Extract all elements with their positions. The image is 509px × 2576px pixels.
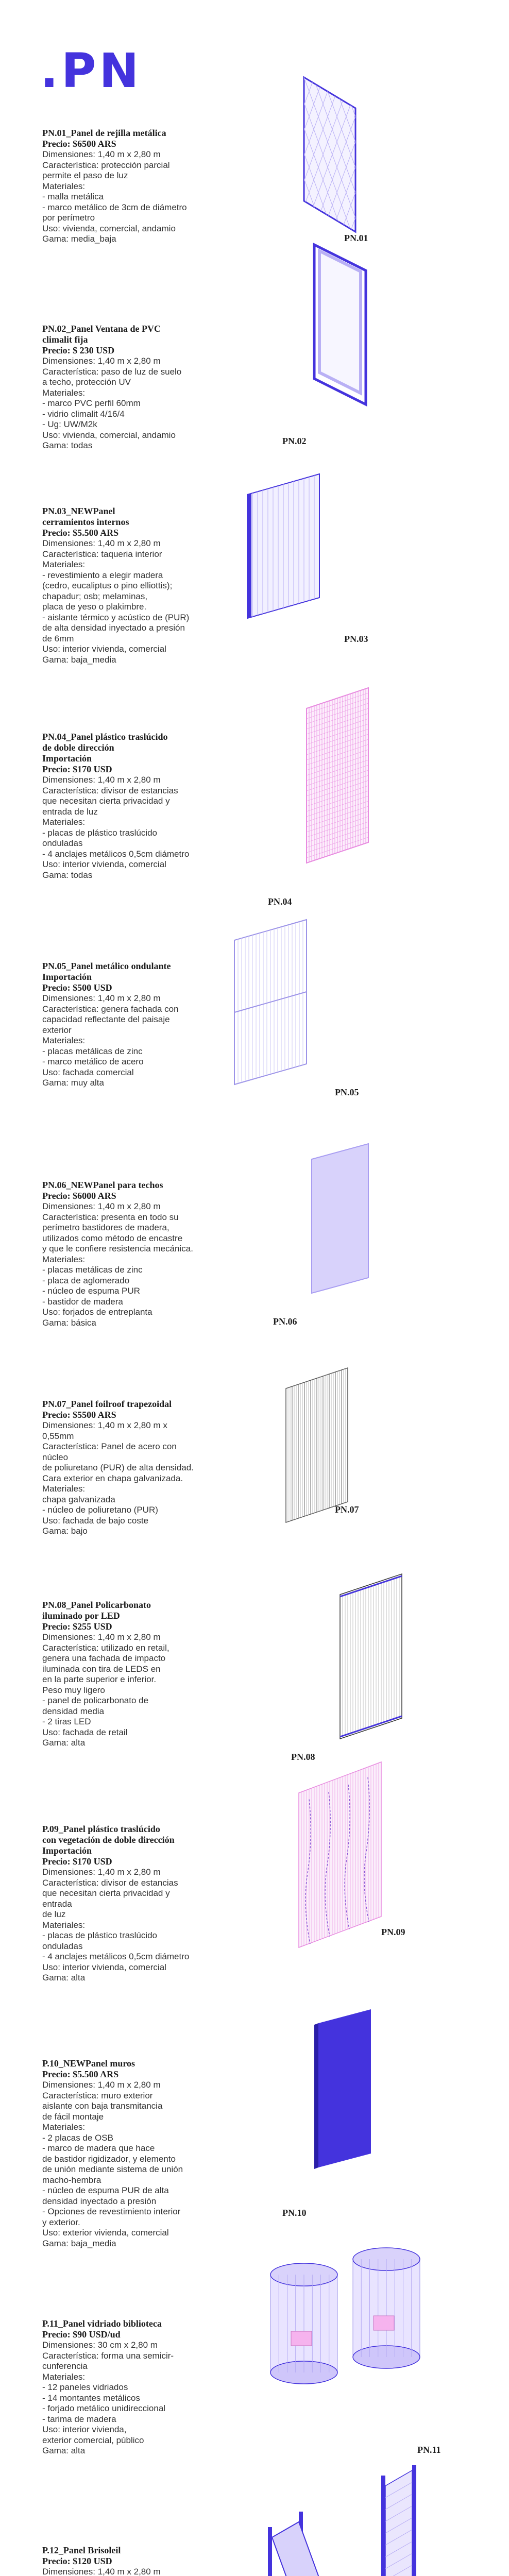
panel-spec-line: Uso: fachada comercial: [42, 1067, 134, 1077]
panel-description: [42, 2545, 197, 2576]
panel-title: climalit fija: [42, 334, 88, 345]
panel-spec-line: - bastidor de madera: [42, 1296, 123, 1307]
panel-spec-line: Materiales:: [42, 1254, 86, 1264]
panel-illustration: [263, 2465, 433, 2576]
panel-code-label: PN.04: [268, 896, 292, 907]
panel-spec-line: - Opciones de revestimiento interior: [42, 2207, 181, 2216]
panel-code-label: PN.05: [335, 1087, 359, 1097]
panel-spec-line: Gama: media_baja: [42, 234, 116, 244]
panel-spec-line: Dimensiones: 1,40 m x 2,80 m: [42, 2080, 161, 2090]
panel-description: [42, 1399, 197, 1537]
panel-spec-line: y que le confiere resistencia mecánica.: [42, 1244, 193, 1253]
panel-title: Importación: [42, 753, 92, 764]
panel-spec-line: iluminada con tira de LEDS en: [42, 1664, 161, 1674]
panel-spec-line: permite el paso de luz: [42, 171, 128, 180]
panel-spec-line: utilizados como método de encastre: [42, 1233, 183, 1243]
brisoleil-panel: [268, 2465, 416, 2576]
panel-spec-line: que necesitan cierta privacidad y: [42, 796, 170, 806]
panel-spec-line: de unión mediante sistema de unión: [42, 2164, 183, 2174]
panel-price: Precio: $90 USD/ud: [42, 2329, 121, 2340]
panel-spec-line: aislante con baja transmitancia: [42, 2101, 163, 2111]
panel-code-label: PN.08: [291, 1752, 315, 1762]
glazed-library-module: [270, 2248, 420, 2384]
panel-spec-line: Característica: forma una semicir-: [42, 2350, 174, 2361]
panel-spec-line: Característica: muro exterior: [42, 2090, 153, 2100]
panel-spec-line: exterior comercial, público: [42, 2435, 144, 2445]
panel-spec-line: - Ug: UW/M2k: [42, 419, 97, 429]
panel-spec-line: - marco de madera que hace: [42, 2143, 155, 2153]
panel-spec-line: placa de yeso o plakimbre.: [42, 602, 147, 612]
panel-spec-line: - placas de plástico traslúcido onduladas: [42, 1930, 158, 1951]
panel-spec-line: entrada de luz: [42, 806, 98, 817]
panel-spec-line: Gama: muy alta: [42, 1078, 104, 1088]
panel-description: [42, 1180, 197, 1328]
panel-spec-line: Dimensiones: 1,40 m x 2,80 m x 0,55mm: [42, 1420, 167, 1441]
panel-spec-line: - núcleo de espuma PUR: [42, 1286, 140, 1296]
panel-spec-line: - aislante térmico y acústico de (PUR): [42, 612, 190, 622]
panel-code-label: PN.03: [344, 634, 368, 644]
panel-title: P.09_Panel plástico traslúcido: [42, 1824, 160, 1834]
panel-spec-line: Uso: interior vivienda, comercial: [42, 1962, 166, 1972]
panel-illustration: [294, 1762, 448, 1958]
panel-spec-line: - malla metálica: [42, 192, 104, 201]
panel-spec-line: Característica: utilizado en retail,: [42, 1642, 169, 1653]
panel-description: [42, 2318, 197, 2456]
mesh-panel: [193, 77, 509, 232]
panel-spec-line: Uso: vivienda, comercial, andamio: [42, 223, 176, 233]
panel-spec-line: Dimensiones: 1,40 m x 2,80 m: [42, 1867, 161, 1877]
panel-spec-line: Uso: exterior vivienda, comercial: [42, 2228, 169, 2238]
panel-title: P.10_NEWPanel muros: [42, 2058, 135, 2069]
panel-illustration: [281, 1368, 425, 1543]
panel-spec-line: (cedro, eucaliptus o pino elliottis);: [42, 581, 173, 590]
panel-spec-line: Gama: baja_media: [42, 654, 116, 665]
panel-spec-line: - marco PVC perfil 60mm: [42, 398, 141, 408]
panel-title: iluminado por LED: [42, 1611, 120, 1621]
panel-spec-line: Dimensiones: 1,40 m x 2,80 m: [42, 538, 161, 548]
panel-illustration: [229, 920, 374, 1095]
panel-description: [42, 506, 197, 665]
panel-description: [42, 732, 197, 880]
panel-description: [42, 324, 197, 451]
panel-spec-line: - marco metálico de 3cm de diámetro: [42, 202, 187, 212]
panel-title: PN.08_Panel Policarbonato: [42, 1600, 151, 1610]
panel-spec-line: de luz: [42, 1909, 66, 1919]
panel-spec-line: - 2 tiras LED: [42, 1717, 91, 1726]
panel-spec-line: de bastidor rigidizador, y elemento: [42, 2154, 176, 2164]
panel-price: Precio: $5.500 ARS: [42, 528, 119, 538]
panel-spec-line: Materiales:: [42, 1484, 86, 1494]
panel-illustration: [268, 2244, 433, 2398]
panel-spec-line: Dimensiones: 1,40 m x 2,80 m: [42, 356, 161, 366]
panel-title: PN.06_NEWPanel para techos: [42, 1180, 163, 1190]
panel-spec-line: capacidad reflectante del paisaje exterior: [42, 1014, 170, 1035]
vegetation-panel: [299, 1762, 381, 1947]
panel-title: PN.07_Panel foilroof trapezoidal: [42, 1399, 172, 1409]
panel-spec-line: perímetro bastidores de madera,: [42, 1223, 169, 1232]
roof-panel: [312, 1144, 368, 1293]
panel-spec-line: Uso: vivienda, comercial, andamio: [42, 430, 176, 440]
panel-illustration: [309, 245, 443, 440]
panel-spec-line: - placa de aglomerado: [42, 1275, 130, 1285]
panel-spec-line: - marco metálico de acero: [42, 1057, 144, 1066]
panel-spec-line: Dimensiones: 1,40 m x 2,80 m: [42, 775, 161, 785]
panel-illustration: [307, 1144, 451, 1319]
panel-code-label: PN.02: [282, 436, 307, 446]
panel-title: PN.02_Panel Ventana de PVC: [42, 324, 161, 334]
brand-logo: .PN: [40, 43, 142, 98]
panel-spec-line: Característica: protección parcial: [42, 160, 170, 170]
panel-spec-line: Característica: Panel de acero con núcleo: [42, 1442, 177, 1462]
panel-title: cerramientos internos: [42, 517, 129, 527]
panel-code-label: PN.01: [344, 233, 368, 243]
panel-spec-line: Cara exterior en chapa galvanizada.: [42, 1473, 183, 1483]
panel-spec-line: - núcleo de espuma PUR de alta: [42, 2185, 169, 2195]
panel-description: [42, 961, 197, 1089]
panel-title: PN.04_Panel plástico traslúcido: [42, 732, 168, 742]
panel-spec-line: Materiales:: [42, 181, 86, 191]
panel-spec-line: Característica: paso de luz de suelo: [42, 366, 182, 377]
panel-spec-line: que necesitan cierta privacidad y entrada: [42, 1888, 170, 1909]
panel-illustration: [309, 2009, 453, 2195]
panel-spec-line: Uso: interior vivienda,: [42, 2425, 127, 2434]
panel-code-label: PN.09: [381, 1927, 405, 1937]
panel-spec-line: Característica: divisor de estancias: [42, 785, 178, 795]
panel-spec-line: - revestimiento a elegir madera: [42, 570, 163, 580]
panel-title: PN.05_Panel metálico ondulante: [42, 961, 171, 971]
panel-spec-line: de 6mm: [42, 633, 74, 643]
panel-spec-line: densidad inyectado a presión: [42, 2196, 157, 2206]
panel-spec-line: Uso: interior vivienda, comercial: [42, 859, 166, 869]
panel-spec-line: chapadur; osb; melaminas,: [42, 591, 148, 601]
panel-spec-line: y exterior.: [42, 2217, 80, 2227]
panel-title: PN.03_NEWPanel: [42, 506, 115, 516]
panel-price: Precio: $255 USD: [42, 1621, 112, 1632]
panel-price: Precio: $5.500 ARS: [42, 2069, 119, 2079]
panel-spec-line: Peso muy ligero: [42, 1685, 105, 1695]
panel-spec-line: densidad media: [42, 1706, 105, 1716]
panel-price: Precio: $ 230 USD: [42, 345, 115, 355]
panel-spec-line: Materiales:: [42, 817, 86, 827]
panel-spec-line: - 4 anclajes metálicos 0,5cm diámetro: [42, 849, 190, 859]
panel-price: Precio: $5500 ARS: [42, 1410, 116, 1420]
panel-price: Precio: $120 USD: [42, 2556, 112, 2566]
panel-spec-line: - 2 placas de OSB: [42, 2132, 113, 2143]
panel-spec-line: de alta densidad inyectado a presión: [42, 623, 185, 633]
panel-spec-line: - vidrio climalit 4/16/4: [42, 409, 125, 419]
panel-code-label: PN.11: [417, 2445, 441, 2455]
panel-title: con vegetación de doble dirección: [42, 1835, 175, 1845]
panel-spec-line: - placas metálicas de zinc: [42, 1265, 143, 1275]
polycarbonate-led-panel: [340, 1574, 402, 1739]
panel-spec-line: Característica: divisor de estancias: [42, 1877, 178, 1888]
panel-spec-line: Uso: fachada de bajo coste: [42, 1515, 149, 1526]
panel-spec-line: Gama: todas: [42, 440, 93, 450]
panel-spec-line: Uso: fachada de retail: [42, 1727, 128, 1737]
panel-code-label: PN.06: [273, 1316, 297, 1327]
panel-spec-line: - 14 montantes metálicos: [42, 2393, 140, 2403]
panel-spec-line: - núcleo de poliuretano (PUR): [42, 1505, 158, 1515]
panel-spec-line: Dimensiones: 30 cm x 2,80 m: [42, 2340, 158, 2350]
panel-code-label: PN.10: [282, 2208, 307, 2218]
panel-spec-line: Materiales:: [42, 2122, 86, 2132]
interior-panel: [247, 474, 319, 618]
panel-title: Importación: [42, 972, 92, 982]
panel-spec-line: Gama: bajo: [42, 1526, 88, 1536]
panel-spec-line: Característica: genera fachada con: [42, 1004, 179, 1014]
panel-illustration: [299, 77, 433, 242]
panel-spec-line: a techo, protección UV: [42, 377, 131, 387]
panel-spec-line: Gama: todas: [42, 870, 93, 880]
trapezoidal-panel: [286, 1368, 348, 1522]
panel-spec-line: Gama: alta: [42, 2446, 86, 2455]
panel-price: Precio: $170 USD: [42, 1856, 112, 1867]
panel-title: P.11_Panel vidriado biblioteca: [42, 2318, 162, 2329]
panel-spec-line: chapa galvanizada: [42, 1494, 115, 1504]
panel-description: [42, 1824, 197, 1984]
panel-spec-line: Uso: interior vivienda, comercial: [42, 644, 166, 654]
panel-spec-line: - placas metálicas de zinc: [42, 1046, 143, 1056]
panel-price: Precio: $170 USD: [42, 764, 112, 774]
panel-spec-line: - tarima de madera: [42, 2414, 116, 2424]
panel-title: de doble dirección: [42, 742, 114, 753]
panel-spec-line: Materiales:: [42, 2371, 86, 2382]
panel-spec-line: Dimensiones: 1,40 m x 2,80 m: [42, 1632, 161, 1642]
panel-description: [42, 128, 197, 245]
panel-spec-line: cunferencia: [42, 2361, 88, 2371]
panel-spec-line: - placas de plástico traslúcido onduladas: [42, 827, 158, 848]
panel-spec-line: Dimensiones: 1,40 m x 2,80 m: [42, 993, 161, 1003]
panel-title: PN.01_Panel de rejilla metálica: [42, 128, 166, 138]
panel-spec-line: - panel de policarbonato de: [42, 1696, 149, 1705]
panel-price: Precio: $6500 ARS: [42, 139, 116, 149]
panel-spec-line: - 4 anclajes metálicos 0,5cm diámetro: [42, 1952, 190, 1961]
panel-price: Precio: $500 USD: [42, 982, 112, 993]
panel-spec-line: Gama: básica: [42, 1317, 96, 1328]
panel-spec-line: Uso: forjados de entreplanta: [42, 1307, 152, 1317]
panel-spec-line: Característica: presenta en todo su: [42, 1212, 179, 1222]
panel-spec-line: Característica: taqueria interior: [42, 549, 162, 559]
panel-spec-line: Gama: alta: [42, 1973, 86, 1982]
panel-spec-line: macho-hembra: [42, 2175, 101, 2185]
panel-spec-line: Gama: alta: [42, 1738, 86, 1748]
panel-title: P.12_Panel Brisoleil: [42, 2545, 121, 2555]
panel-spec-line: Materiales:: [42, 387, 86, 398]
panel-price: Precio: $6000 ARS: [42, 1191, 116, 1201]
corrugated-metal-panel: [234, 920, 307, 1084]
panel-code-label: PN.07: [335, 1504, 359, 1515]
panel-illustration: [301, 688, 446, 873]
translucent-grid-panel: [307, 688, 368, 863]
panel-illustration: [335, 1574, 479, 1759]
wall-panel: [314, 2009, 371, 2169]
window-frame: [314, 245, 366, 404]
panel-spec-line: Materiales:: [42, 1920, 86, 1930]
panel-spec-line: de fácil montaje: [42, 2111, 104, 2122]
panel-spec-line: Materiales:: [42, 560, 86, 569]
panel-spec-line: Materiales:: [42, 1036, 86, 1045]
panel-spec-line: - 12 paneles vidriados: [42, 2382, 128, 2392]
panel-spec-line: Dimensiones: 1,40 m x 2,80 m: [42, 149, 161, 159]
panel-description: [42, 1600, 197, 1749]
panel-spec-line: - forjado metálico unidireccional: [42, 2403, 166, 2413]
panel-spec-line: por perímetro: [42, 213, 95, 223]
panel-spec-line: Dimensiones: 1,40 m x 2,80 m: [42, 2567, 161, 2576]
panel-illustration: [242, 474, 386, 639]
panel-spec-line: en la parte superior e inferior.: [42, 1674, 157, 1684]
panel-spec-line: de poliuretano (PUR) de alta densidad.: [42, 1463, 194, 1472]
panel-spec-line: Gama: baja_media: [42, 2238, 116, 2248]
panel-spec-line: Dimensiones: 1,40 m x 2,80 m: [42, 1201, 161, 1211]
panel-spec-line: genera una fachada de impacto: [42, 1653, 166, 1663]
panel-title: Importación: [42, 1845, 92, 1856]
panel-description: [42, 2058, 197, 2249]
